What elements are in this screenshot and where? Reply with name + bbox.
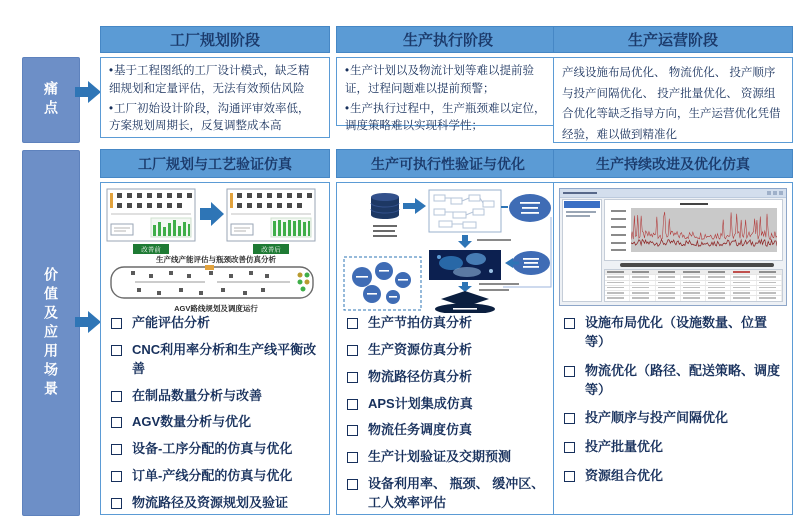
list-item-label: 投产批量优化 — [585, 439, 664, 455]
list-item-label: 物流路径仿真分析 — [368, 368, 473, 384]
timeseries-plot — [631, 208, 777, 252]
list-item — [111, 387, 323, 406]
table-cell — [706, 270, 731, 274]
agv-cart-icon — [205, 265, 214, 270]
checkbox-bullet-icon — [111, 417, 122, 428]
table-cell — [630, 286, 655, 290]
phase-title: 生产运营阶段 — [627, 32, 718, 49]
phase-title: 生产执行阶段 — [402, 32, 493, 49]
table-cell — [731, 291, 756, 295]
list-item — [111, 467, 323, 486]
window-titlebar — [560, 189, 786, 198]
list-item-label: APS计划集成仿真 — [368, 395, 473, 411]
table-cell — [757, 286, 782, 290]
list-item — [347, 368, 553, 387]
window-tree-panel — [562, 199, 602, 302]
table-cell — [706, 275, 731, 279]
table-cell — [706, 291, 731, 295]
checkbox-bullet-icon — [564, 413, 575, 424]
list-item-label: 物流路径及资源规划及验证 — [132, 494, 289, 510]
table-cell — [757, 296, 782, 300]
table-cell — [656, 270, 681, 274]
table-cell — [757, 281, 782, 285]
table-cell — [630, 296, 655, 300]
checkbox-bullet-icon — [347, 372, 358, 383]
table-cell — [681, 286, 706, 290]
sidebar-pain-box — [22, 57, 80, 143]
checkbox-bullet-icon — [347, 318, 358, 329]
selected-tree-item — [564, 201, 600, 208]
table-cell — [757, 291, 782, 295]
value-content-operation — [553, 182, 793, 515]
right-arrow-icon — [75, 310, 102, 334]
agv-caption: AGV路线规划及调度运行 — [174, 304, 258, 313]
checkbox-bullet-icon — [564, 471, 575, 482]
value-list-execution — [347, 314, 553, 521]
checkbox-bullet-icon — [347, 399, 358, 410]
result-caption-line — [453, 308, 477, 310]
scenario-cluster — [344, 257, 421, 310]
list-item — [111, 341, 323, 379]
list-item-label: 设备利用率、 瓶颈、 缓冲区、工人效率评估 — [368, 476, 545, 510]
list-item — [347, 395, 553, 414]
database-icon — [371, 193, 399, 219]
table-cell — [681, 270, 706, 274]
table-cell — [731, 281, 756, 285]
data-source-caption-lines — [373, 225, 397, 237]
checkbox-bullet-icon — [111, 498, 122, 509]
table-cell — [656, 275, 681, 279]
list-item — [111, 440, 323, 459]
table-cell — [630, 270, 655, 274]
list-item — [564, 314, 786, 352]
simulation-flowchart-graphic — [341, 187, 557, 313]
table-cell — [757, 275, 782, 279]
value-content-factory — [100, 182, 330, 515]
phase-header-production-execution — [336, 26, 560, 53]
simulation-screenshot-thumbnail — [429, 250, 501, 280]
table-cell — [757, 270, 782, 274]
table-cell — [656, 296, 681, 300]
table-cell — [731, 296, 756, 300]
list-item-label: CNC利用率分析和生产线平衡改善 — [132, 341, 317, 376]
after-label-badge — [253, 244, 289, 254]
list-item-label: 物流任务调度仿真 — [368, 422, 473, 438]
table-cell — [706, 281, 731, 285]
value-list-factory — [111, 314, 323, 521]
checkbox-bullet-icon — [347, 452, 358, 463]
results-table — [604, 269, 783, 302]
step-caption-lines — [477, 239, 511, 241]
list-item-label: 生产资源仿真分析 — [368, 341, 473, 357]
table-cell — [630, 275, 655, 279]
list-item — [564, 409, 786, 428]
before-label-badge — [133, 244, 169, 254]
right-arrow-icon — [403, 198, 426, 214]
red-timeseries-lines — [631, 208, 777, 252]
table-cell — [706, 296, 731, 300]
table-cell — [681, 281, 706, 285]
table-cell — [605, 281, 630, 285]
table-cell — [605, 270, 630, 274]
list-item-label: 投产顺序与投产间隔优化 — [585, 410, 729, 426]
analysis-app-window-thumbnail — [559, 188, 787, 306]
checkbox-bullet-icon — [111, 471, 122, 482]
value-title: 生产持续改进及优化仿真 — [596, 155, 750, 172]
list-item-label: 在制品数量分析与改善 — [132, 387, 263, 403]
table-cell — [605, 286, 630, 290]
table-cell — [605, 296, 630, 300]
value-header-executability — [336, 149, 560, 178]
pain-box-production-operation — [553, 57, 793, 143]
pain-point: • 基于工程图纸的工厂设计模式，缺乏精细规划和定量评估，无法有效预估风险 — [109, 63, 321, 99]
list-item-label: 生产计划验证及交期预测 — [368, 449, 512, 465]
list-item — [347, 448, 553, 467]
checkbox-bullet-icon — [111, 391, 122, 402]
table-cell — [681, 291, 706, 295]
agv-route-diagram — [111, 265, 313, 298]
list-item — [111, 494, 323, 513]
pain-paragraph: 产线设施布局优化、 物流优化、 投产顺序与投产间隔优化、 投产批量优化、 资源组合优化等缺乏指导方向，生产运营优化凭借经验，难以做到精准化 — [562, 67, 781, 142]
value-title: 工厂规划与工艺验证仿真 — [138, 155, 292, 172]
chart-title-line — [680, 203, 708, 205]
value-content-execution — [336, 182, 560, 515]
window-chart-panel — [604, 199, 783, 261]
value-list-operation — [564, 314, 786, 496]
table-cell — [681, 296, 706, 300]
line-sim-after-thumbnail — [227, 189, 315, 241]
table-cell — [731, 270, 756, 274]
list-item — [564, 438, 786, 457]
after-label: 改善后 — [261, 246, 281, 254]
list-item-label: 订单-产线分配的仿真与优化 — [132, 468, 293, 484]
checkbox-bullet-icon — [564, 366, 575, 377]
down-arrow-icon — [458, 235, 472, 248]
pain-box-factory-planning — [100, 57, 330, 138]
list-item — [564, 467, 786, 486]
list-item-label: 生产节拍仿真分析 — [368, 315, 473, 330]
table-cell — [731, 275, 756, 279]
process-ellipse-node — [509, 194, 551, 222]
list-item-label: 设备-工序分配的仿真与优化 — [132, 441, 293, 457]
sidebar-value-label: 价值及应用场景 — [43, 266, 59, 400]
list-item — [347, 475, 553, 513]
table-cell — [656, 291, 681, 295]
checkbox-bullet-icon — [111, 318, 122, 329]
phase-title: 工厂规划阶段 — [169, 32, 260, 49]
list-item — [111, 314, 323, 333]
pain-point: • 工厂初始设计阶段，沟通评审效率低，方案规划周期长，反复调整成本高 — [109, 101, 321, 137]
optimize-ellipse-node — [505, 251, 550, 275]
table-cell — [630, 291, 655, 295]
before-label: 改善前 — [141, 246, 161, 254]
plan-sketch-box — [429, 190, 501, 232]
table-cell — [656, 281, 681, 285]
checkbox-bullet-icon — [347, 425, 358, 436]
table-cell — [605, 275, 630, 279]
table-cell — [706, 286, 731, 290]
right-arrow-icon — [75, 80, 102, 104]
pain-point: • 生产计划以及物流计划等难以提前验证，过程问题难以提前预警； — [345, 63, 551, 99]
value-title: 生产可执行性验证与优化 — [371, 155, 525, 172]
list-item-label: 产能评估分析 — [132, 315, 211, 330]
capacity-caption: 生产线产能评估与瓶颈改善仿真分析 — [156, 255, 276, 264]
list-item — [564, 362, 786, 400]
checkbox-bullet-icon — [564, 318, 575, 329]
list-item-label: 设施布局优化（设施数量、位置等） — [585, 315, 768, 349]
line-sim-before-thumbnail — [107, 189, 195, 241]
value-header-factory-simulation — [100, 149, 330, 178]
sidebar-pain-label: 痛点 — [43, 81, 59, 119]
checkbox-bullet-icon — [564, 442, 575, 453]
list-item — [111, 413, 323, 432]
list-item — [347, 341, 553, 360]
phase-header-production-operation — [553, 26, 793, 53]
list-item-label: 物流优化（路径、配送策略、调度等） — [585, 362, 781, 397]
checkbox-bullet-icon — [111, 345, 122, 356]
sidebar-value-box — [22, 150, 80, 516]
pain-point: • 生产执行过程中，生产瓶颈难以定位，调度策略难以实现科学性； — [345, 101, 551, 137]
checkbox-bullet-icon — [347, 479, 358, 490]
list-item — [347, 421, 553, 440]
table-cell — [605, 291, 630, 295]
down-arrow-icon — [458, 282, 472, 292]
table-cell — [681, 275, 706, 279]
phase-header-factory-planning — [100, 26, 330, 53]
table-cell — [731, 286, 756, 290]
list-item-label: 资源组合优化 — [585, 468, 664, 484]
table-cell — [630, 281, 655, 285]
pain-box-production-execution — [336, 57, 560, 133]
checkbox-bullet-icon — [347, 345, 358, 356]
list-item — [347, 314, 553, 333]
table-cell — [656, 286, 681, 290]
factory-simulation-graphic — [105, 187, 327, 313]
value-header-continuous-improvement — [553, 149, 793, 178]
checkbox-bullet-icon — [111, 444, 122, 455]
improve-arrow-icon — [200, 202, 224, 226]
horizontal-scrollbar[interactable] — [620, 263, 774, 267]
list-item-label: AGV数量分析与优化 — [132, 414, 252, 430]
